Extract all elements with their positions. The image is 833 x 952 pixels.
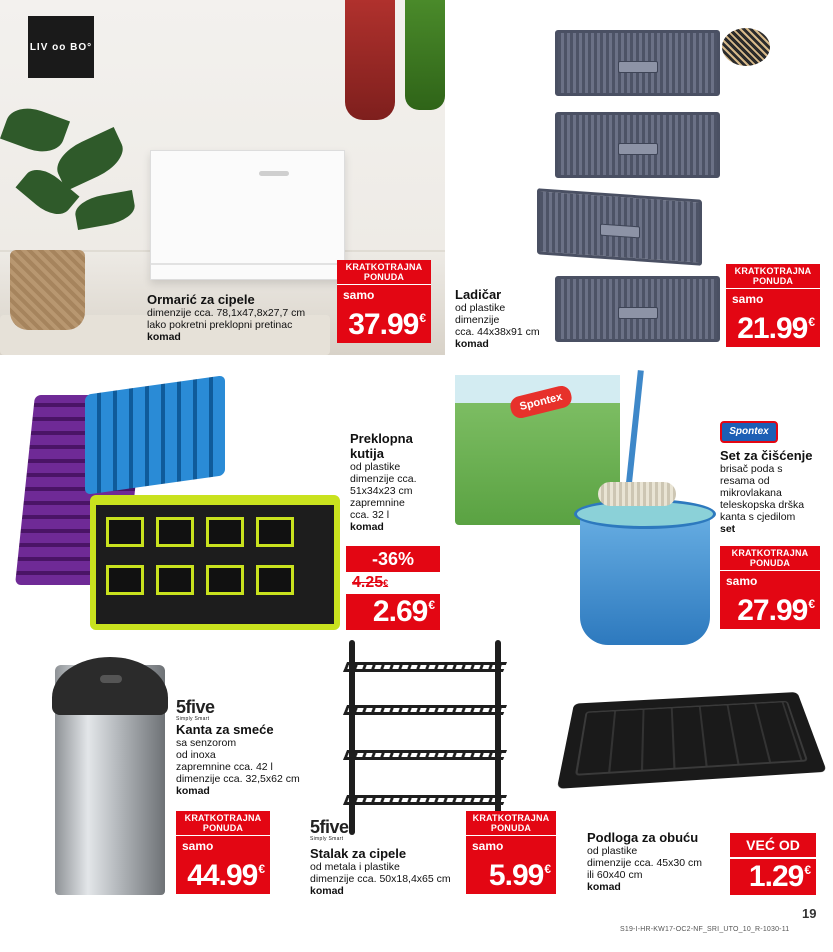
kanta-info: [176, 722, 326, 797]
samo-label: samo: [337, 285, 431, 307]
badge-line: KRATKOTRAJNA: [734, 266, 812, 276]
currency: €: [808, 315, 814, 329]
product-unit: komad: [176, 785, 210, 797]
badge-line: PONUDA: [749, 558, 791, 568]
product-desc-line: 51x34x23 cm: [350, 485, 413, 497]
podloga-info: [587, 830, 727, 893]
price: 37.99€: [337, 307, 431, 343]
spontex-logo: Spontex: [720, 421, 778, 443]
set-price-label: [720, 546, 820, 629]
product-unit: komad: [147, 331, 181, 343]
badge-line: PONUDA: [752, 276, 794, 286]
product-desc-line: dimenzije cca. 45x30 cm: [587, 857, 702, 869]
price: 27.99€: [720, 593, 820, 629]
product-desc-line: zapremnine cca. 42 l: [176, 761, 273, 773]
5five-logo: 5five Simply Smart: [310, 817, 349, 842]
product-desc-line: ili 60x40 cm: [587, 869, 643, 881]
shoe-rack-image: [345, 640, 505, 835]
shoe-tray-image: [557, 692, 827, 789]
price: 2.69€: [346, 594, 440, 630]
product-name: Stalak za cipele: [310, 846, 407, 861]
mop-bucket: [580, 505, 710, 645]
currency: €: [544, 862, 550, 876]
product-unit: set: [720, 523, 736, 535]
product-desc-line: dimenzije: [455, 314, 500, 326]
trash-bin-image: [55, 665, 165, 895]
badge-line: KRATKOTRAJNA: [184, 813, 262, 823]
price: 5.99€: [466, 858, 556, 894]
badge-line: PONUDA: [490, 823, 532, 833]
old-price: 4.25€: [352, 574, 389, 591]
texture-swatch: [722, 28, 770, 66]
product-desc-line: resama od: [720, 475, 770, 487]
product-name: kutija: [350, 446, 384, 461]
product-name: Set za čišćenje: [720, 448, 813, 463]
ormaric-price-label: [337, 260, 431, 343]
drawer-unit-image: [555, 30, 720, 355]
product-desc-line: dimenzije cca. 32,5x62 cm: [176, 773, 300, 785]
samo-label: samo: [720, 571, 820, 593]
vec-od-label: VEĆ OD: [730, 833, 816, 859]
discount-badge: -36%: [346, 546, 440, 572]
product-unit: komad: [587, 881, 621, 893]
product-name: Ladičar: [455, 287, 502, 302]
product-desc-line: teleskopska drška: [720, 499, 805, 511]
product-desc-line: lako pokretni preklopni pretinac: [147, 319, 293, 331]
product-unit: komad: [455, 338, 489, 350]
kanta-price-label: [176, 811, 270, 894]
currency: €: [258, 862, 264, 876]
footer-code: S19-I-HR-KW17-OC2-NF_SRI_UTO_10_R-1030-11: [620, 926, 790, 933]
spontex-box-logo: Spontex: [508, 384, 573, 420]
product-desc-line: od metala i plastike: [310, 861, 400, 873]
kutija-price-label: [346, 546, 440, 630]
currency: €: [804, 863, 810, 877]
green-coat: [405, 0, 445, 110]
product-desc-line: cca. 32 l: [350, 509, 390, 521]
page-number: 19: [802, 906, 817, 921]
set-info: [720, 448, 830, 535]
currency: €: [428, 598, 434, 612]
product-desc-line: od plastike: [587, 845, 638, 857]
samo-label: samo: [726, 289, 820, 311]
product-desc-line: cca. 44x38x91 cm: [455, 326, 540, 338]
ormaric-info: [147, 292, 347, 343]
product-desc-line: od inoxa: [176, 749, 216, 761]
badge-line: KRATKOTRAJNA: [472, 813, 550, 823]
product-desc-line: mikrovlakana: [720, 487, 782, 499]
product-desc-line: dimenzije cca. 50x18,4x65 cm: [310, 873, 451, 885]
badge-line: KRATKOTRAJNA: [731, 548, 809, 558]
currency: €: [419, 311, 425, 325]
stalak-price-label: [466, 811, 556, 894]
product-desc-line: od plastike: [455, 302, 506, 314]
livbo-logo: LIV ᴏᴏ BO°: [28, 16, 94, 78]
badge-line: PONUDA: [202, 823, 244, 833]
product-name: Preklopna: [350, 431, 413, 446]
product-desc-line: zapremnine: [350, 497, 405, 509]
product-name: Kanta za smeće: [176, 722, 274, 737]
price: 1.29€: [730, 859, 816, 895]
product-unit: komad: [350, 521, 384, 533]
product-desc-line: brisač poda s: [720, 463, 783, 475]
kutija-info: [350, 431, 450, 533]
ladicar-info: [455, 287, 555, 350]
5five-logo: 5five Simply Smart: [176, 697, 215, 722]
product-desc-line: dimenzije cca. 78,1x47,8x27,7 cm: [147, 307, 306, 319]
samo-label: samo: [466, 836, 556, 858]
product-desc-line: kanta s cjedilom: [720, 511, 796, 523]
product-desc-line: dimenzije cca.: [350, 473, 417, 485]
currency: €: [808, 597, 814, 611]
plant-pot: [10, 250, 85, 330]
stalak-info: [310, 846, 470, 897]
product-desc-line: sa senzorom: [176, 737, 237, 749]
badge-line: PONUDA: [363, 272, 405, 282]
ladicar-price-label: [726, 264, 820, 347]
podloga-price-label: [730, 833, 816, 895]
samo-label: samo: [176, 836, 270, 858]
product-name: Ormarić za cipele: [147, 292, 255, 307]
product-unit: komad: [310, 885, 344, 897]
red-coat: [345, 0, 395, 120]
price: 21.99€: [726, 311, 820, 347]
product-desc-line: od plastike: [350, 461, 401, 473]
mop-head: [598, 482, 676, 506]
price: 44.99€: [176, 858, 270, 894]
badge-line: KRATKOTRAJNA: [345, 262, 423, 272]
shoe-cabinet: [150, 150, 345, 280]
folding-crates-image: [25, 385, 345, 635]
product-name: Podloga za obuću: [587, 830, 699, 845]
